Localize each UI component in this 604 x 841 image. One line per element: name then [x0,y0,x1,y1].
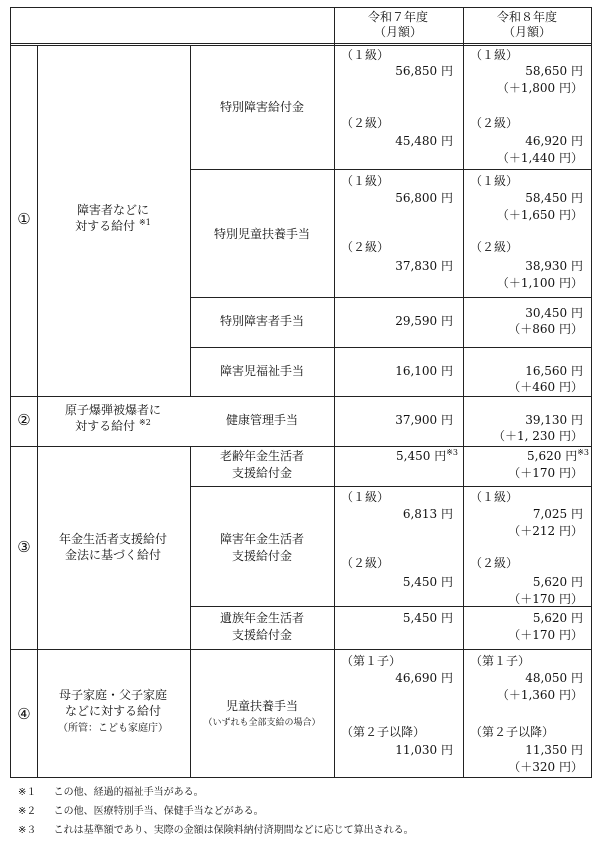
amount: 11,030 円 [395,743,453,757]
grade-label: （１級） [470,490,519,504]
footnote-mark: ※２ [18,806,37,817]
amount: 56,850 円 [395,64,453,78]
footnote-text: この他、経過的福祉手当がある。 [53,787,204,798]
section-label: 原子爆弾被爆者に [64,403,162,417]
amount-diff: （＋170 円） [508,466,583,480]
table-border-top [10,7,592,8]
amount-diff: （＋320 円） [508,760,583,774]
grade-label: （１級） [341,174,390,188]
column-line [190,446,191,778]
amount: 11,350 円 [525,743,583,757]
amount-value: 5,450 円 [396,449,447,463]
amount-diff: （＋212 円） [508,524,583,538]
amount-diff: （＋1, 230 円） [493,429,583,443]
row-line [10,45,592,46]
grade-label: （２級） [470,556,519,570]
column-line [37,46,38,778]
section-label [75,219,151,234]
benefit-name: 支援給付金 [231,466,293,480]
footnote-mark: ※１ [18,787,37,798]
footnote-mark: ※3 [446,448,458,457]
grade-label: （１級） [341,48,390,62]
amount: 58,650 円 [525,64,583,78]
child-label: （第２子以降） [470,725,555,739]
row-line [10,446,592,447]
benefit-name: 特別障害給付金 [219,100,305,114]
grade-label: （２級） [341,116,390,130]
benefit-name: 特別児童扶養手当 [213,227,311,241]
benefit-subname: （いずれも全部支給の場合） [203,718,321,728]
footnote-text: これは基準額であり、実際の金額は保険料納付済期間などに応じて算出される。 [53,825,414,836]
benefit-name: 支援給付金 [231,549,293,563]
amount [527,449,589,464]
grade-label: （２級） [341,240,390,254]
section-label-sub: （所管：こども家庭庁） [58,723,168,734]
amount: 48,050 円 [525,671,583,685]
amount: 29,590 円 [395,314,453,328]
section-number: ② [17,411,31,429]
column-line [334,7,335,778]
amount-diff: （＋1,800 円） [496,81,583,95]
footnote [18,785,204,800]
table-border-bottom [10,777,592,778]
footnote-text: この他、医療特別手当、保健手当などがある。 [53,806,264,817]
section-label-text: 対する給付 [75,419,136,433]
amount: 7,025 円 [532,507,583,521]
benefit-name: 老齢年金生活者 [219,449,305,463]
footnote-mark: ※３ [18,825,37,836]
amount: 5,620 円 [532,575,583,589]
amount: 5,450 円 [402,575,453,589]
amount [396,449,458,464]
amount: 37,900 円 [395,413,453,427]
row-line [10,43,592,44]
amount: 6,813 円 [402,507,453,521]
amount-diff: （＋460 円） [508,380,583,394]
header-unit: （月額） [373,25,423,39]
amount: 58,450 円 [525,191,583,205]
amount-value: 5,620 円 [527,449,578,463]
grade-label: （２級） [341,556,390,570]
benefit-name: 障害年金生活者 [219,532,305,546]
section-label: などに対する給付 [64,704,162,718]
header-fy7: 令和７年度 [367,10,429,24]
footnote [18,804,264,819]
section-number: ① [17,210,31,228]
benefit-name: 遺族年金生活者 [219,611,305,625]
grade-label: （１級） [470,48,519,62]
grade-label: （２級） [470,240,519,254]
amount: 30,450 円 [525,306,583,320]
section-number: ③ [17,538,31,556]
section-label: 金法に基づく給付 [64,548,162,562]
benefit-name: 特別障害者手当 [219,314,305,328]
grade-label: （２級） [470,116,519,130]
amount-diff: （＋1,650 円） [496,208,583,222]
amount: 37,830 円 [395,259,453,273]
section-label: 母子家庭・父子家庭 [58,688,168,702]
footnote-mark: ※1 [139,218,151,227]
row-line [190,347,592,348]
grade-label: （１級） [470,174,519,188]
table-border-left [10,7,11,778]
amount-diff: （＋170 円） [508,592,583,606]
footnote [18,823,414,838]
child-label: （第１子） [470,654,531,668]
amount: 45,480 円 [395,134,453,148]
row-line [10,396,592,397]
amount: 56,800 円 [395,191,453,205]
table-border-right [591,7,592,778]
section-number: ④ [17,705,31,723]
amount: 16,100 円 [395,364,453,378]
amount: 16,560 円 [525,364,583,378]
benefit-name: 支援給付金 [231,628,293,642]
amount-diff: （＋1,100 円） [496,276,583,290]
amount: 5,450 円 [402,611,453,625]
child-label: （第２子以降） [341,725,426,739]
header-fy8: 令和８年度 [496,10,558,24]
amount-diff: （＋860 円） [508,322,583,336]
child-label: （第１子） [341,654,402,668]
row-line [190,169,592,170]
row-line [190,486,592,487]
section-label: 障害者などに [76,203,150,217]
footnote-mark: ※2 [139,418,151,427]
header-unit: （月額） [502,25,552,39]
column-line [463,7,464,778]
amount: 38,930 円 [525,259,583,273]
benefit-name: 児童扶養手当 [225,699,299,713]
amount-diff: （＋1,360 円） [496,688,583,702]
section-label: 年金生活者支援給付 [58,532,168,546]
column-line [190,46,191,396]
amount-diff: （＋170 円） [508,628,583,642]
amount: 39,130 円 [525,413,583,427]
row-line [10,649,592,650]
section-label-text: 対する給付 [75,219,136,233]
benefit-name: 健康管理手当 [225,413,299,427]
amount: 46,920 円 [525,134,583,148]
footnote-mark: ※3 [577,448,589,457]
amount: 46,690 円 [395,671,453,685]
row-line [190,297,592,298]
grade-label: （１級） [341,490,390,504]
benefit-name: 障害児福祉手当 [219,364,305,378]
amount: 5,620 円 [532,611,583,625]
amount-diff: （＋1,440 円） [496,151,583,165]
section-label [75,419,151,434]
